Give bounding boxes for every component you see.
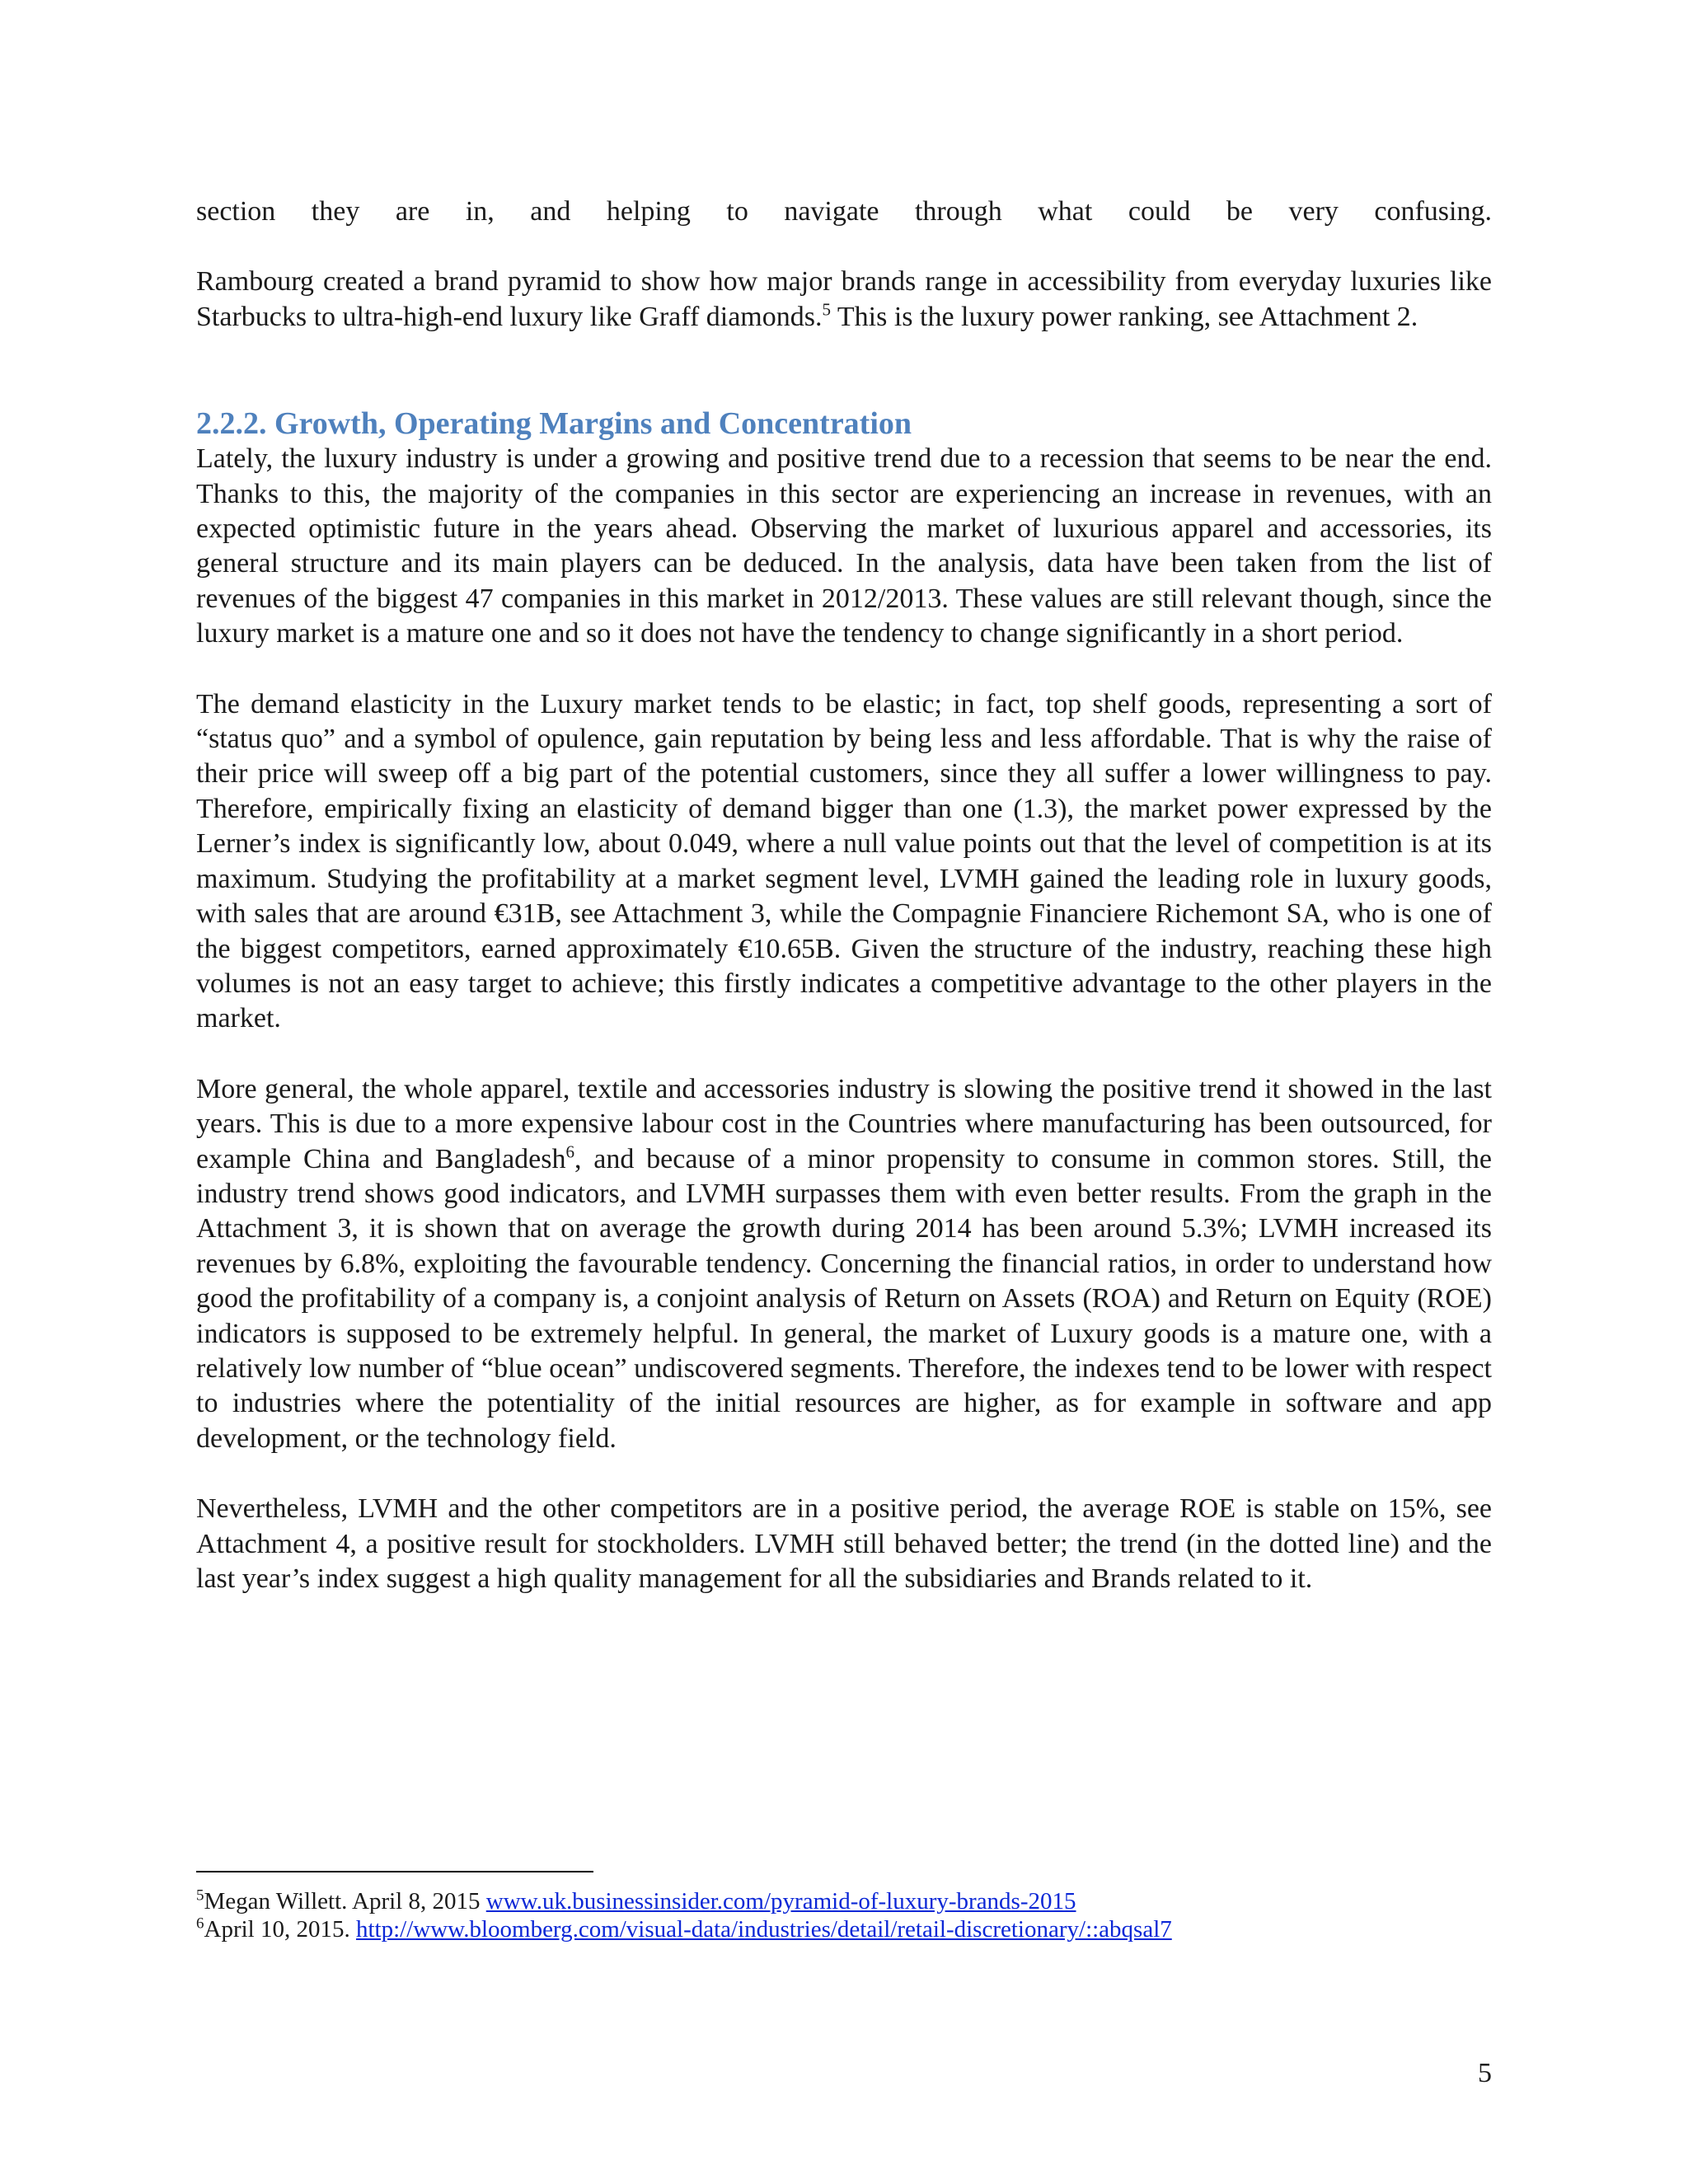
footnote-ref-5[interactable]: 5: [822, 299, 831, 320]
industry-trend-paragraph: [196, 1072, 1492, 1456]
footnote-5: [196, 1887, 1492, 1915]
footnote-text: April 10, 2015.: [204, 1916, 356, 1943]
footnote-divider: [196, 1871, 593, 1872]
footnote-ref-6[interactable]: 6: [565, 1141, 574, 1162]
footnote-number: 6: [196, 1915, 204, 1933]
industry-trend-text: More general, the whole apparel, textile and accessories industry is slowing the positive trend it showed in the last years. This is due to a more expensive labour cost in the Countries where manufacturing has been outsourced, for example China and Bangladesh: [196, 1073, 1492, 1174]
growth-paragraph: Lately, the luxury industry is under a growing and positive trend due to a recession that seems to be near the end. Thanks to this, the majority of the companies in this sector are experiencing an increase in revenues, with an expected optimistic future in the years ahead. Observing the market of luxurious apparel and accessories, its general structure and its main players can be deduced. In the analysis, data have been taken from the list of revenues of the biggest 47 companies in this market in 2012/2013. These values are still relevant though, since the luxury market is a mature one and so it does not have the tendency to change significantly in a short period.: [196, 443, 1492, 649]
pyramid-paragraph-tail: This is the luxury power ranking, see Attachment 2.: [831, 301, 1418, 332]
document-body: [196, 194, 1492, 1596]
section-heading: 2.2.2. Growth, Operating Margins and Concentration: [196, 406, 912, 442]
industry-trend-tail: , and because of a minor propensity to consume in common stores. Still, the industry trend shows good indicators, and LVMH surpasses them with even better results. From the graph in the Attachment 3, it is shown that on average the growth during 2014 has been around 5.3%; LVMH increased its revenues by 6.8%, exploiting the favourable tendency. Concerning the financial ratios, in order to understand how good the profitability of a company is, a conjoint analysis of Return on Assets (ROA) and Return on Equity (ROE) indicators is supposed to be extremely helpful. In general, the market of Luxury goods is a mature one, with a relatively low number of “blue ocean” undiscovered segments. Therefore, the indexes tend to be lower with respect to industries where the potentiality of the initial resources are higher, as for example in software and app development, or the technology field.: [196, 1143, 1492, 1454]
pyramid-paragraph-text: Rambourg created a brand pyramid to show how major brands range in accessibility from everyday luxuries like Starbucks to ultra-high-end luxury like Graff diamonds.: [196, 266, 1492, 332]
footnote-link[interactable]: www.uk.businessinsider.com/pyramid-of-luxury-brands-2015: [485, 1888, 1076, 1915]
pyramid-paragraph: [196, 265, 1492, 335]
footnote-number: 5: [196, 1886, 204, 1905]
page-number: 5: [1478, 2058, 1492, 2088]
footnote-link[interactable]: http://www.bloomberg.com/visual-data/industries/detail/retail-discretionary/::abqsal7: [355, 1916, 1172, 1943]
footnotes: [196, 1887, 1492, 1943]
roe-paragraph: Nevertheless, LVMH and the other competitors are in a positive period, the average ROE is stable on 15%, see Attachment 4, a positive result for stockholders. LVMH still behaved better; the trend (in the dotted line) and the last year’s index suggest a high quality management for all the subsidiaries and Brands related to it.: [196, 1493, 1492, 1594]
footnote-text: Megan Willett. April 8, 2015: [204, 1888, 486, 1915]
elasticity-paragraph: The demand elasticity in the Luxury market tends to be elastic; in fact, top shelf goods, representing a sort of “status quo” and a symbol of opulence, gain reputation by being less and less affordable. That is why the raise of their price will sweep off a big part of the potential customers, since they all suffer a lower willingness to pay. Therefore, empirically fixing an elasticity of demand bigger than one (1.3), the market power expressed by the Lerner’s index is significantly low, about 0.049, where a null value points out that the level of competition is at its maximum. Studying the profitability at a market segment level, LVMH gained the leading role in luxury goods, with sales that are around €31B, see Attachment 3, while the Compagnie Financiere Richemont SA, who is one of the biggest competitors, earned approximately €10.65B. Given the structure of the industry, reaching these high volumes is not an easy target to achieve; this firstly indicates a competitive advantage to the other players in the market.: [196, 688, 1492, 1034]
footnote-6: [196, 1915, 1492, 1943]
intro-continuation: section they are in, and helping to navigate through what could be very confusing.: [196, 196, 1492, 227]
